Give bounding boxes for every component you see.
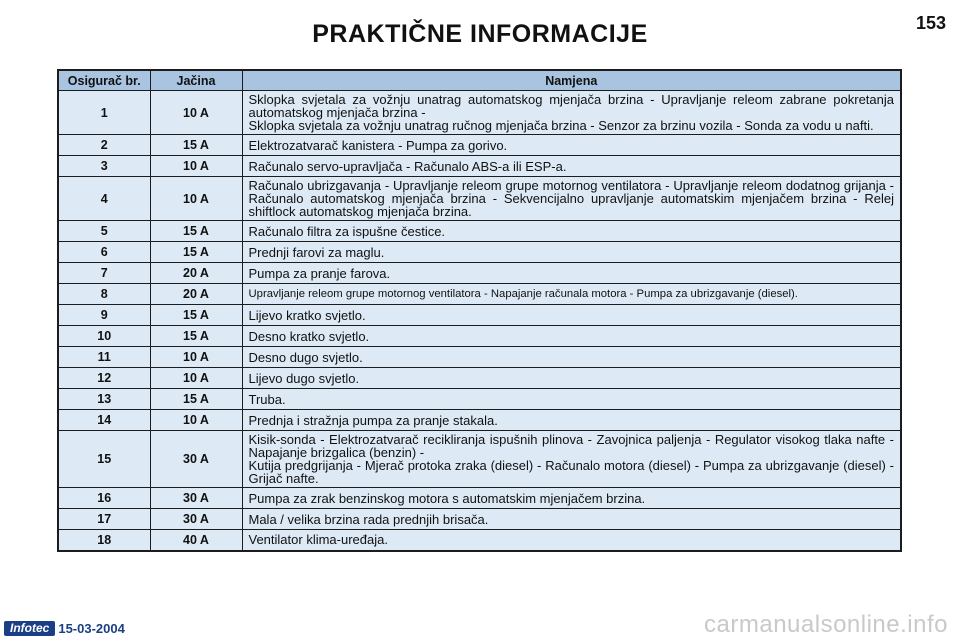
table-row <box>58 509 901 530</box>
fuse-purpose-cell: Lijevo dugo svjetlo. <box>242 368 901 389</box>
fuse-purpose-cell: Prednji farovi za maglu. <box>242 242 901 263</box>
fuse-number-cell: 10 <box>58 326 150 347</box>
fuse-purpose-cell: Računalo ubrizgavanja - Upravljanje releom grupe motornog ventilatora - Upravljanje releom dodatnog grijanja - Računalo automatskog mjenjača brzina - Sekvencijalno upravljanje automatskim mjenjačem brzina - Relej shiftlock automatskog mjenjača brzina. <box>242 177 901 221</box>
fuse-number-cell: 5 <box>58 221 150 242</box>
fuse-rating-cell: 15 A <box>150 305 242 326</box>
fuse-table-body <box>58 91 901 551</box>
fuse-number-cell: 15 <box>58 431 150 488</box>
fuse-rating-cell: 15 A <box>150 326 242 347</box>
fuse-purpose-cell: Pumpa za zrak benzinskog motora s automatskim mjenjačem brzina. <box>242 488 901 509</box>
table-row <box>58 431 901 488</box>
table-row <box>58 177 901 221</box>
fuse-purpose-cell: Mala / velika brzina rada prednjih brisača. <box>242 509 901 530</box>
fuse-purpose-cell: Elektrozatvarač kanistera - Pumpa za gorivo. <box>242 135 901 156</box>
fuse-purpose-cell: Računalo filtra za ispušne čestice. <box>242 221 901 242</box>
fuse-number-cell: 17 <box>58 509 150 530</box>
table-row <box>58 305 901 326</box>
fuse-number-cell: 6 <box>58 242 150 263</box>
column-header-fuse-number: Osigurač br. <box>58 70 150 91</box>
fuse-rating-cell: 30 A <box>150 488 242 509</box>
fuse-number-cell: 13 <box>58 389 150 410</box>
infotec-logo: Infotec <box>4 621 55 636</box>
table-row <box>58 389 901 410</box>
fuse-rating-cell: 10 A <box>150 410 242 431</box>
page-number: 153 <box>915 13 946 33</box>
footer-date: 15-03-2004 <box>58 620 125 636</box>
fuse-number-cell: 4 <box>58 177 150 221</box>
fuse-rating-cell: 10 A <box>150 91 242 135</box>
table-row <box>58 263 901 284</box>
fuse-number-cell: 1 <box>58 91 150 135</box>
table-row <box>58 242 901 263</box>
page-title: PRAKTIČNE INFORMACIJE <box>312 20 648 48</box>
fuse-rating-cell: 15 A <box>150 242 242 263</box>
fuse-rating-cell: 10 A <box>150 156 242 177</box>
table-row <box>58 91 901 135</box>
fuse-purpose-cell: Prednja i stražnja pumpa za pranje stakala. <box>242 410 901 431</box>
table-row <box>58 326 901 347</box>
fuse-rating-cell: 30 A <box>150 431 242 488</box>
fuse-purpose-cell: Desno kratko svjetlo. <box>242 326 901 347</box>
table-row <box>58 156 901 177</box>
fuse-number-cell: 9 <box>58 305 150 326</box>
fuse-purpose-cell: Upravljanje releom grupe motornog ventilatora - Napajanje računala motora - Pumpa za ubrizgavanje (diesel). <box>242 284 901 305</box>
fuse-purpose-cell: Kisik-sonda - Elektrozatvarač recikliranja ispušnih plinova - Zavojnica paljenja - Regulator visokog tlaka nafte - Napajanje brizgalica (benzin) - Kutija predgrijanja - Mjerač protoka zraka (diesel) - Računalo motora (diesel) - Pumpa za ubrizgavanje (diesel) - Grijač nafte. <box>242 431 901 488</box>
table-row <box>58 221 901 242</box>
fuse-table <box>57 69 902 552</box>
fuse-number-cell: 11 <box>58 347 150 368</box>
fuse-rating-cell: 20 A <box>150 263 242 284</box>
fuse-number-cell: 7 <box>58 263 150 284</box>
table-row <box>58 488 901 509</box>
fuse-rating-cell: 10 A <box>150 177 242 221</box>
fuse-number-cell: 2 <box>58 135 150 156</box>
fuse-rating-cell: 10 A <box>150 368 242 389</box>
fuse-number-cell: 3 <box>58 156 150 177</box>
table-row <box>58 410 901 431</box>
fuse-purpose-cell: Računalo servo-upravljača - Računalo ABS-a ili ESP-a. <box>242 156 901 177</box>
fuse-rating-cell: 20 A <box>150 284 242 305</box>
fuse-rating-cell: 15 A <box>150 221 242 242</box>
column-header-rating: Jačina <box>150 70 242 91</box>
fuse-purpose-cell: Truba. <box>242 389 901 410</box>
table-row <box>58 284 901 305</box>
watermark: carmanualsonline.info <box>704 611 948 638</box>
footer <box>4 620 125 636</box>
fuse-rating-cell: 30 A <box>150 509 242 530</box>
table-row <box>58 368 901 389</box>
table-row <box>58 347 901 368</box>
fuse-rating-cell: 40 A <box>150 530 242 551</box>
fuse-number-cell: 16 <box>58 488 150 509</box>
fuse-purpose-cell: Lijevo kratko svjetlo. <box>242 305 901 326</box>
fuse-number-cell: 8 <box>58 284 150 305</box>
fuse-purpose-cell: Sklopka svjetala za vožnju unatrag automatskog mjenjača brzina - Upravljanje releom zabrane pokretanja automatskog mjenjača brzina - Sklopka svjetala za vožnju unatrag ručnog mjenjača brzina - Senzor za brzinu vozila - Sonda za vodu u nafti. <box>242 91 901 135</box>
column-header-purpose: Namjena <box>242 70 901 91</box>
fuse-rating-cell: 10 A <box>150 347 242 368</box>
fuse-purpose-cell: Desno dugo svjetlo. <box>242 347 901 368</box>
fuse-number-cell: 14 <box>58 410 150 431</box>
fuse-purpose-cell: Ventilator klima-uređaja. <box>242 530 901 551</box>
fuse-rating-cell: 15 A <box>150 135 242 156</box>
table-row <box>58 135 901 156</box>
table-row <box>58 530 901 551</box>
fuse-number-cell: 12 <box>58 368 150 389</box>
fuse-number-cell: 18 <box>58 530 150 551</box>
table-header-row <box>58 70 901 91</box>
fuse-purpose-cell: Pumpa za pranje farova. <box>242 263 901 284</box>
fuse-rating-cell: 15 A <box>150 389 242 410</box>
